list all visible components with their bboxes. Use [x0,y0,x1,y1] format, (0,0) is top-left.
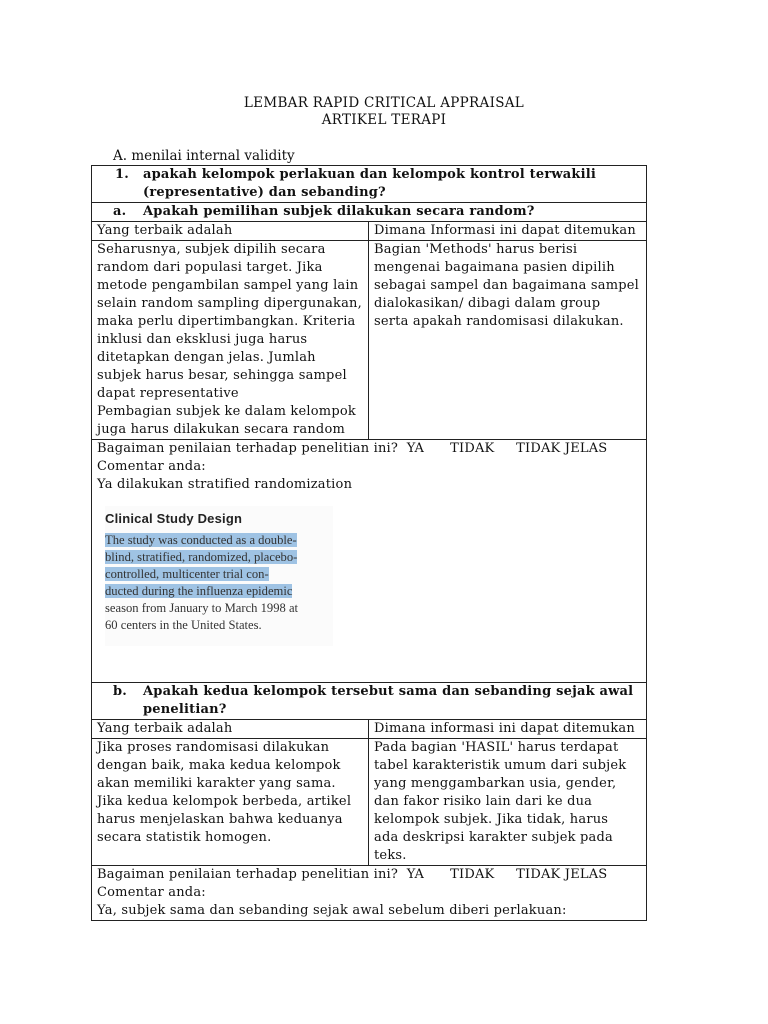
excerpt-line: 60 centers in the United States. [105,618,262,632]
part-b-question-line2: penelitian? [143,702,227,717]
excerpt-crop-edge [105,638,333,646]
part-b-label: b. [113,684,128,699]
part-a-rating-row [92,440,647,683]
text-line: serta apakah randomisasi dilakukan. [374,314,624,329]
rating-option-tidak-jelas[interactable]: TIDAK JELAS [516,441,608,456]
question-1-text-line1: apakah kelompok perlakuan dan kelompok kontrol terwakili [143,167,597,182]
excerpt-title: Clinical Study Design [105,511,243,526]
text-line: random dari populasi target. Jika [97,260,323,275]
comment-label: Comentar anda: [97,459,206,474]
text-line: secara statistik homogen. [97,830,272,845]
text-line: inklusi dan eksklusi juga harus [97,332,308,347]
excerpt-highlighted-line: controlled, multicenter trial con- [105,567,269,581]
part-a-header-row [92,222,647,241]
text-line: metode pengambilan sampel yang lain [97,278,359,293]
part-a-content-row [92,241,647,440]
text-line: yang menggambarkan usia, gender, [374,776,617,791]
text-line: subjek harus besar, sehingga sampel [97,368,347,383]
rating-prompt: Bagaiman penilaian terhadap penelitian ini? [97,867,399,882]
excerpt-highlighted-line: blind, stratified, randomized, placebo- [105,550,298,564]
section-label: A. menilai internal validity [113,148,295,164]
text-line: dan fakor risiko lain dari ke dua [374,794,593,809]
part-b-question-row [92,683,647,720]
text-line: Bagian 'Methods' harus berisi [374,242,578,257]
part-b-left-header: Yang terbaik adalah [92,720,369,739]
rating-option-tidak-jelas[interactable]: TIDAK JELAS [516,867,608,882]
text-line: kelompok subjek. Jika tidak, harus [374,812,609,827]
excerpt-highlighted-line: ducted during the influenza epidemic [105,584,293,598]
part-a-question-row [92,203,647,222]
part-b-rating-row [92,866,647,921]
text-line: Jika kedua kelompok berbeda, artikel [97,794,352,809]
question-1-number: 1. [115,167,129,182]
part-a-left-header: Yang terbaik adalah [92,222,369,241]
text-line: teks. [374,848,407,863]
excerpt-line: season from January to March 1998 at [105,601,299,615]
part-a-rating [97,440,641,458]
part-b-question-line1: Apakah kedua kelompok tersebut sama dan sebanding sejak awal [143,684,634,699]
part-b-rating [97,866,641,884]
text-line: Pada bagian 'HASIL' harus terdapat [374,740,619,755]
appraisal-table [91,165,647,921]
text-line: juga harus dilakukan secara random [97,422,345,437]
text-line: tabel karakteristik umum dari subjek [374,758,627,773]
part-b-left-content [92,739,369,866]
text-line: akan memiliki karakter yang sama. [97,776,336,791]
document-title: LEMBAR RAPID CRITICAL APPRAISAL [243,95,525,111]
text-line: ditetapkan dengan jelas. Jumlah [97,350,316,365]
part-a-question: Apakah pemilihan subjek dilakukan secara random? [143,204,535,219]
comment-label: Comentar anda: [97,885,206,900]
rating-option-tidak[interactable]: TIDAK [450,867,495,882]
part-a-right-header: Dimana Informasi ini dapat ditemukan [369,222,647,241]
part-a-left-content [92,241,369,440]
text-line: mengenai bagaimana pasien dipilih [374,260,615,275]
document-subtitle: ARTIKEL TERAPI [321,112,447,128]
part-b-header-row [92,720,647,739]
article-excerpt-image [105,506,333,646]
part-b-right-header: Dimana informasi ini dapat ditemukan [369,720,647,739]
part-b-right-content [369,739,647,866]
rating-prompt: Bagaiman penilaian terhadap penelitian ini? [97,441,399,456]
text-line: Pembagian subjek ke dalam kelompok [97,404,356,419]
text-line: harus menjelaskan bahwa keduanya [97,812,343,827]
question-1-row [92,166,647,203]
rating-option-tidak[interactable]: TIDAK [450,441,495,456]
comment-text: Ya, subjek sama dan sebanding sejak awal sebelum diberi perlakuan: [97,903,567,918]
part-a-right-content [369,241,647,440]
rating-option-ya[interactable]: YA [406,441,425,456]
excerpt-highlighted-line: The study was conducted as a double- [105,533,297,547]
text-line: Seharusnya, subjek dipilih secara [97,242,326,257]
text-line: sebagai sampel dan bagaimana sampel [374,278,639,293]
text-line: selain random sampling dipergunakan, [97,296,362,311]
text-line: dengan baik, maka kedua kelompok [97,758,341,773]
text-line: maka perlu dipertimbangkan. Kriteria [97,314,356,329]
text-line: dapat representative [97,386,239,401]
text-line: dialokasikan/ dibagi dalam group [374,296,601,311]
rating-option-ya[interactable]: YA [406,867,425,882]
part-b-content-row [92,739,647,866]
question-1-text-line2: (representative) dan sebanding? [143,185,386,200]
text-line: Jika proses randomisasi dilakukan [97,740,330,755]
part-a-label: a. [113,204,127,219]
text-line: ada deskripsi karakter subjek pada [374,830,613,845]
comment-text: Ya dilakukan stratified randomization [97,477,353,492]
